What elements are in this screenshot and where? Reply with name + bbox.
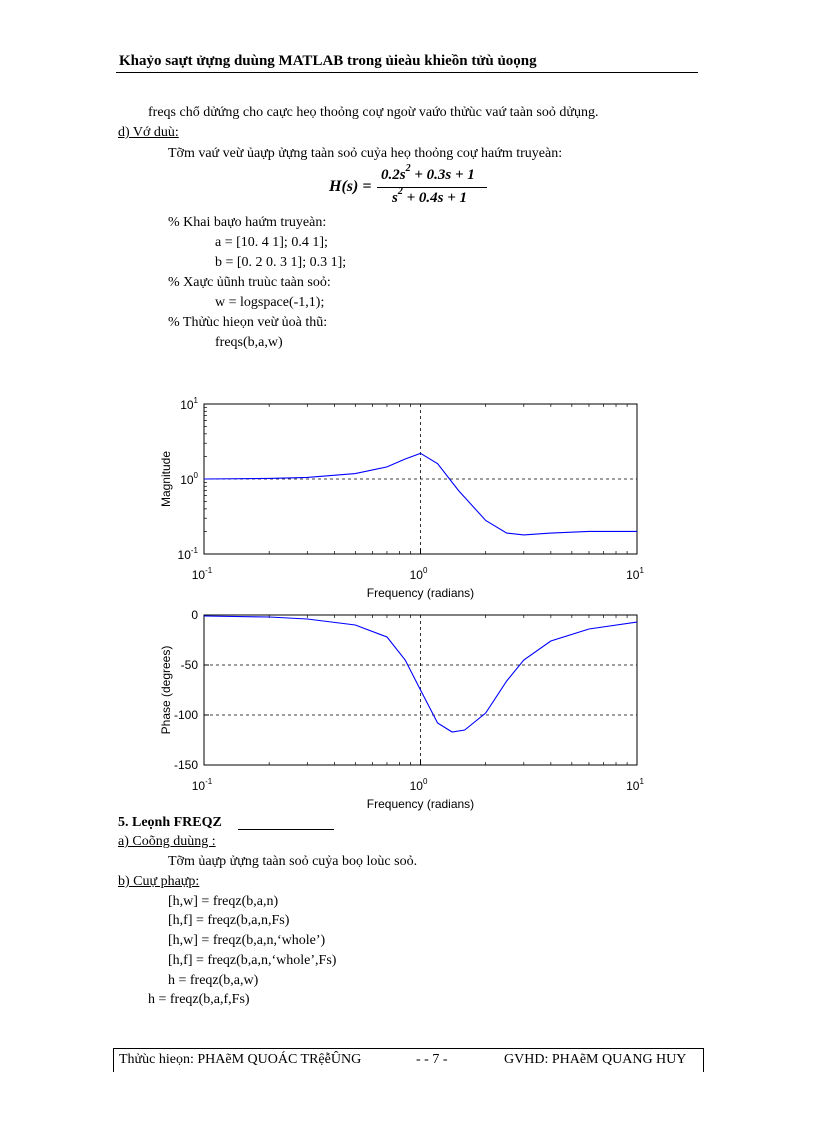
- syntax-line: h = freqz(b,a,f,Fs): [148, 992, 250, 1007]
- code-line-logspace: w = logspace(-1,1);: [215, 295, 325, 310]
- syntax-label: b) Cuự phaựp:: [118, 874, 200, 889]
- footer-author: Thửùc hieọn: PHAẽM QUOÁC TRệễÛNG: [119, 1052, 362, 1067]
- code-line-a: a = [10. 4 1]; 0.4 1];: [215, 235, 328, 250]
- footer-rule-left: [113, 1048, 114, 1072]
- code-comment-declare: % Khai baựo haứm truyeàn:: [168, 215, 327, 230]
- magnitude-y-axis-label: Magnitude: [159, 450, 173, 508]
- section5-rule: [238, 829, 334, 830]
- magnitude-x-tick-label: $10^{-1}$: [191, 566, 213, 582]
- page-header-title: Khaỷo saựt ửựng duùng MATLAB trong ủieàu khieồn tửù ủoọng: [119, 53, 537, 69]
- section5-title: 5. Leọnh FREQZ: [118, 815, 222, 830]
- syntax-line: h = freqz(b,a,w): [168, 973, 259, 988]
- magnitude-y-tick-label: $10^1$: [180, 396, 198, 412]
- code-comment-freq-axis: % Xaực ủũnh truùc taàn soỏ:: [168, 275, 331, 290]
- phase-x-tick-label: $10^{-1}$: [191, 777, 213, 793]
- formula-numerator: $0.2s^2 + 0.3s + 1$: [381, 163, 475, 183]
- example-intro: Tỡm vaứ veừ ủaựp ửựng taàn soỏ cuỷa heọ thoỏng coự haứm truyeàn:: [168, 146, 563, 161]
- phase-y-tick-label: -100: [173, 708, 198, 722]
- phase-y-tick-label: -50: [180, 658, 198, 672]
- footer-rule-right: [703, 1048, 704, 1072]
- footer-page-number: - - 7 -: [416, 1052, 448, 1067]
- code-line-freqs: freqs(b,a,w): [215, 335, 283, 350]
- phase-y-axis-label: Phase (degrees): [159, 645, 173, 735]
- footer-advisor: GVHD: PHAẽM QUANG HUY: [504, 1052, 687, 1067]
- example-label: d) Vớ duù:: [118, 125, 179, 140]
- magnitude-y-tick-label: $10^{-1}$: [177, 546, 198, 562]
- magnitude-x-tick-label: $10^1$: [626, 566, 644, 582]
- usage-text: Tỡm ủaựp ửựng taàn soỏ cuỷa boọ loùc soỏ.: [168, 854, 418, 869]
- magnitude-x-axis-label: Frequency (radians): [366, 586, 475, 600]
- phase-x-tick-label: $10^0$: [409, 777, 428, 793]
- usage-label: a) Coõng duùng :: [118, 834, 216, 849]
- magnitude-x-tick-label: $10^0$: [409, 566, 428, 582]
- code-comment-plot: % Thửùc hieọn veừ ủoà thũ:: [168, 315, 328, 330]
- phase-y-tick-label: -150: [173, 758, 198, 772]
- body-line-freqs-note: freqs chổ dửứng cho caực heọ thoỏng coự ngoừ vaứo thửùc vaứ taàn soỏ dửụng.: [148, 105, 599, 120]
- syntax-line: [h,w] = freqz(b,a,n): [168, 894, 279, 909]
- formula-denominator: $s^2 + 0.4s + 1$: [392, 186, 468, 206]
- syntax-line: [h,w] = freqz(b,a,n,‘whole’): [168, 933, 326, 948]
- phase-y-tick-label: 0: [191, 608, 198, 622]
- magnitude-y-tick-label: $10^0$: [180, 471, 198, 487]
- footer-rule: [113, 1048, 704, 1049]
- code-line-b: b = [0. 2 0. 3 1]; 0.3 1];: [215, 255, 347, 270]
- phase-x-axis-label: Frequency (radians): [366, 797, 475, 811]
- phase-x-tick-label: $10^1$: [626, 777, 644, 793]
- syntax-line: [h,f] = freqz(b,a,n,‘whole’,Fs): [168, 953, 337, 968]
- syntax-line: [h,f] = freqz(b,a,n,Fs): [168, 913, 290, 928]
- formula-lhs: H(s) =: [329, 178, 372, 195]
